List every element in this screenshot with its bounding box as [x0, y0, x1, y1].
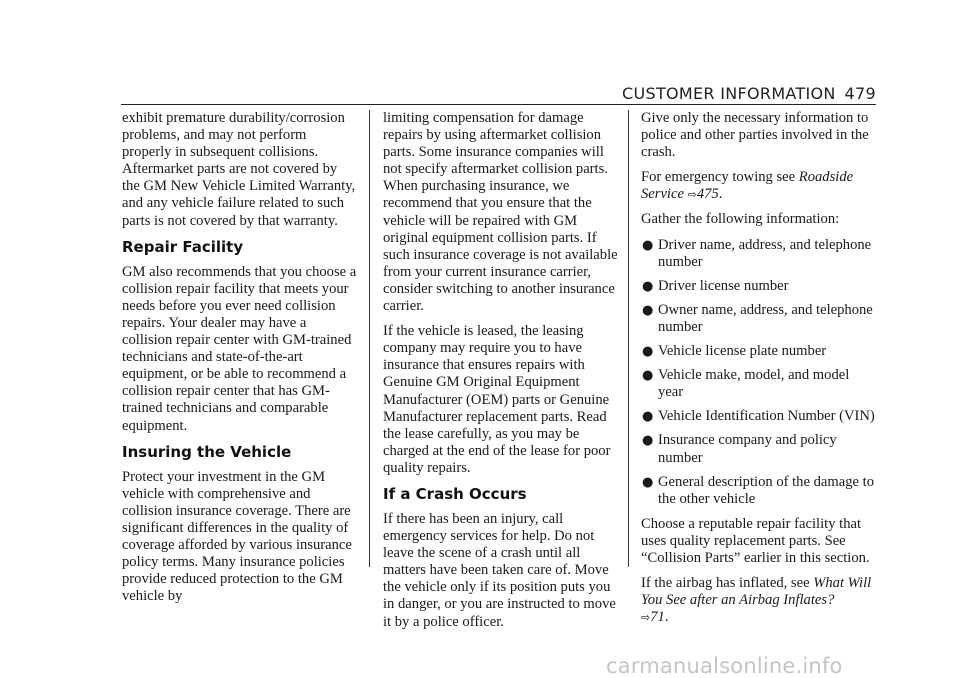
paragraph-leased: If the vehicle is leased, the leasing company may require you to have insurance that ensures repairs with Genuine GM Original Equipment Manufacturer (OEM) parts or Genuine Manufacturer replacement parts. Read the lease carefully, as you may be charged at the end of the lease for poor quality repairs.: [383, 323, 611, 476]
page-ref-icon: ⇨: [687, 188, 697, 202]
list-item: ● Insurance company and policy number: [642, 432, 837, 466]
airbag-text: If the airbag has inflated, see: [641, 575, 810, 592]
paragraph-repair-facility: GM also recommends that you choose a collision repair facility that meets your needs before you ever need collision repairs. Your dealer may have a collision repair center with GM-trained technicians and state-of-the-art equipment, or be able to recommend a collision repair center that has GM-trained technicians and comparable equipment.: [122, 263, 357, 434]
heading-crash-occurs: If a Crash Occurs: [383, 484, 527, 503]
paragraph-gather: Gather the following information:: [641, 211, 840, 228]
bullet-icon: ●: [642, 344, 654, 360]
column-3: [641, 110, 877, 634]
list-item: ● General description of the damage to the other vehicle: [642, 473, 874, 507]
towing-reference-text: Roadside Service: [641, 169, 854, 203]
header-rule: [121, 104, 876, 105]
paragraph-choose-facility: Choose a reputable repair facility that uses quality replacement parts. See “Collision Parts” earlier in this section.: [641, 515, 870, 566]
column-divider-1: [369, 110, 370, 567]
bullet-icon: ●: [642, 368, 654, 384]
airbag-page: 71: [650, 609, 665, 626]
bullet-icon: ●: [642, 302, 654, 318]
page-number: 479: [844, 84, 876, 103]
heading-repair-facility: Repair Facility: [122, 237, 244, 256]
towing-page: 475: [696, 186, 719, 203]
column-divider-2: [628, 110, 629, 567]
heading-insuring-vehicle: Insuring the Vehicle: [122, 442, 292, 461]
list-item: ● Vehicle Identification Number (VIN): [642, 408, 875, 425]
info-list: [641, 237, 877, 508]
column-2: [383, 110, 619, 639]
list-item: ● Driver name, address, and telephone number: [642, 236, 872, 270]
section-title: CUSTOMER INFORMATION: [622, 84, 836, 103]
bullet-icon: ●: [642, 237, 654, 253]
list-item: ● Vehicle make, model, and model year: [642, 367, 850, 401]
list-item: ● Owner name, address, and telephone number: [642, 301, 873, 335]
bullet-icon: ●: [642, 278, 654, 294]
paragraph-compensation: limiting compensation for damage repairs by using aftermarket collision parts. Some insurance companies will not specify aftermarket collision parts. When purchasing insurance, we recommend that you ensure that the vehicle will be repaired with GM original equipment collision parts. If such insurance coverage is not available from your current insurance carrier, consider switching to another insurance carrier.: [383, 110, 618, 315]
paragraph-necessary-info: Give only the necessary information to police and other parties involved in the crash.: [641, 110, 869, 161]
page-ref-icon: ⇨: [641, 611, 651, 625]
paragraph-insurance: Protect your investment in the GM vehicle with comprehensive and collision insurance coverage. There are significant differences in the quality of coverage afforded by various insurance policy terms. Many insurance policies provide reduced protection to the GM vehicle by: [122, 468, 352, 605]
bullet-icon: ●: [642, 433, 654, 449]
airbag-reference-text: What Will You See after an Airbag Inflates?: [641, 575, 872, 609]
paragraph-crash: If there has been an injury, call emergency services for help. Do not leave the scene of a crash until all matters have been taken care of. Move the vehicle only if its position puts you in danger, or you are instructed to move it by a police officer.: [383, 510, 616, 630]
bullet-icon: ●: [642, 409, 654, 425]
running-header: [622, 84, 876, 104]
towing-text: For emergency towing see: [641, 169, 796, 186]
paragraph-towing: For emergency towing see Roadside Service ⇨475.: [641, 169, 854, 203]
list-item: ● Vehicle license plate number: [642, 343, 827, 360]
watermark: carmanualsonline.info: [606, 654, 843, 678]
column-1: [122, 110, 358, 613]
bullet-icon: ●: [642, 474, 654, 490]
paragraph-airbag: If the airbag has inflated, see What Will You See after an Airbag Inflates? ⇨71.: [641, 575, 872, 626]
list-item: ● Driver license number: [642, 277, 789, 294]
paragraph-aftermarket: exhibit premature durability/corrosion problems, and may not perform properly in subsequent collisions. Aftermarket parts are not covered by the GM New Vehicle Limited Warranty, and any vehicle failure related to such parts is not covered by that warranty.: [122, 110, 356, 229]
